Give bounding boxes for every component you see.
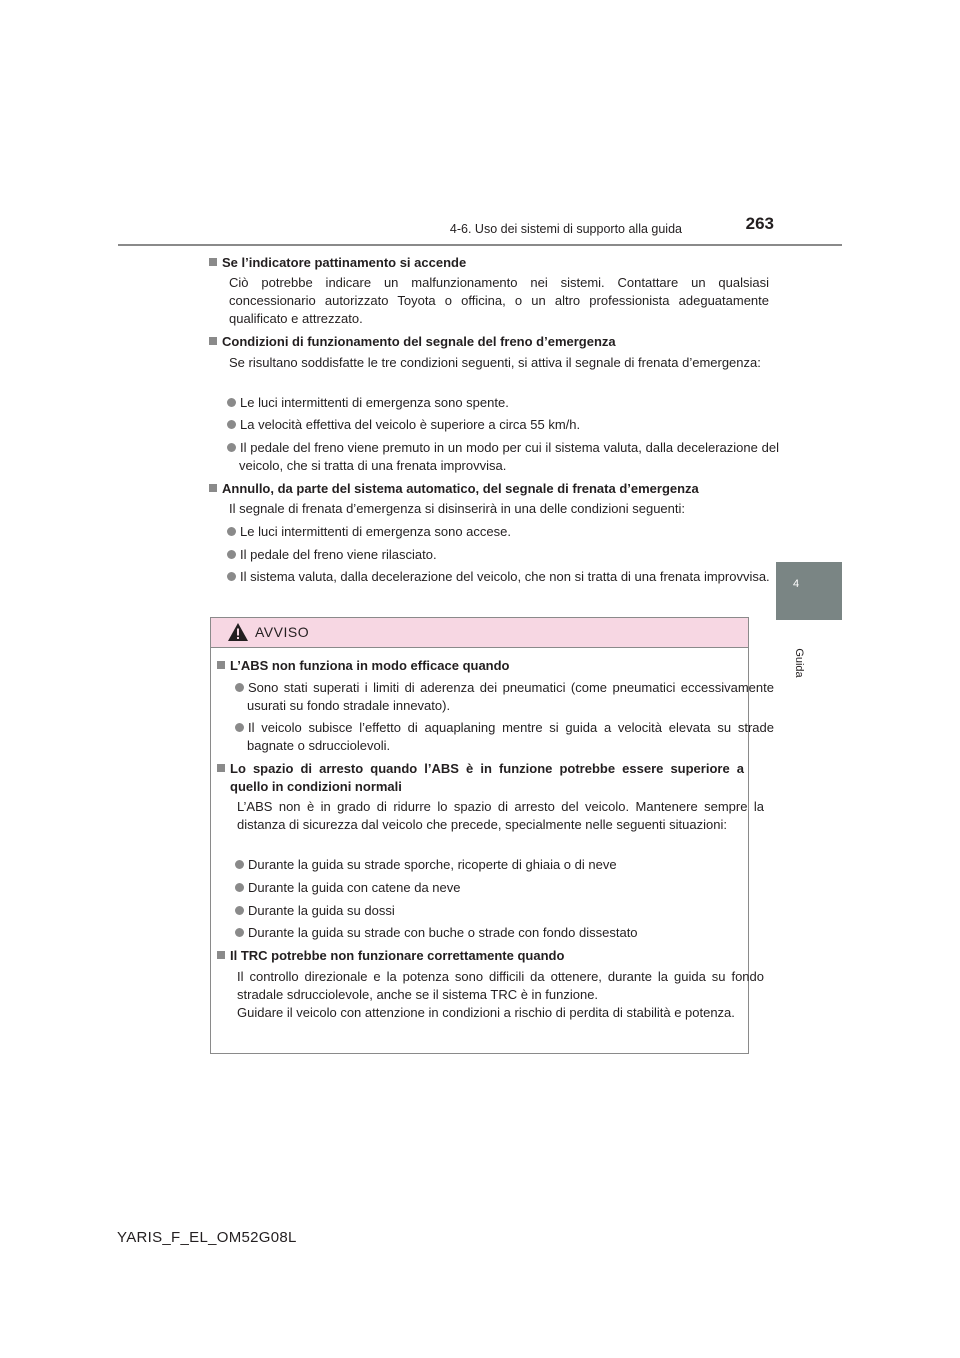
list-item [209,416,779,434]
section-heading [209,480,749,498]
round-bullet-icon [235,723,244,732]
warning-list-item-text: Sono stati superati i limiti di aderenza dei pneumatici (come pneumatici eccessivamente usurati su fondo stradale innevato). [247,680,774,713]
warning-list-item [217,924,774,942]
warning-list-item [217,902,774,920]
round-bullet-icon [235,860,244,869]
section-heading-text: Condizioni di funzionamento del segnale del freno d’emergenza [222,334,616,349]
list-item-text: La velocità effettiva del veicolo è superiore a circa 55 km/h. [240,417,581,432]
warning-paragraph: L’ABS non è in grado di ridurre lo spazio di arresto del veicolo. Mantenere sempre la distanza di sicurezza dal veicolo che precede, specialmente nelle seguenti situazioni: [237,799,764,832]
warning-heading-text: Lo spazio di arresto quando l’ABS è in funzione potrebbe essere superiore a quello in condizioni normali [230,761,744,794]
round-bullet-icon [227,420,236,429]
header-rule [118,244,842,246]
chapter-number: 4 [792,578,800,590]
list-item-text: Il sistema valuta, dalla decelerazione del veicolo, che non si tratta di una frenata improvvisa. [240,569,770,584]
section-heading-text: Annullo, da parte del sistema automatico, del segnale di frenata d’emergenza [222,481,699,496]
chapter-label: Guida [793,648,805,678]
section-heading [209,333,749,351]
section-heading-text: Se l’indicatore pattinamento si accende [222,255,467,270]
round-bullet-icon [227,527,236,536]
list-item [209,439,779,475]
square-bullet-icon [217,951,225,959]
warning-heading-text: Il TRC potrebbe non funzionare correttamente quando [230,948,565,963]
round-bullet-icon [227,550,236,559]
chapter-side-tab[interactable] [776,562,842,620]
warning-list-item-text: Durante la guida con catene da neve [248,880,461,895]
warning-paragraph: Guidare il veicolo con attenzione in condizioni a rischio di perdita di stabilità e potenza. [237,1005,735,1020]
warning-box [210,617,774,1054]
warning-header [211,618,748,648]
warning-list-item-text: Il veicolo subisce l’effetto di aquaplaning mentre si guida a velocità elevata su strade bagnate o sdrucciolevoli. [247,720,774,753]
square-bullet-icon [217,764,225,772]
warning-paragraph: Il controllo direzionale e la potenza sono difficili da ottenere, durante la guida su fondo stradale sdrucciolevole, anche se il sistema TRC è in funzione. [237,969,764,1002]
warning-list-item-text: Durante la guida su dossi [248,903,395,918]
square-bullet-icon [217,661,225,669]
list-item-text: Il pedale del freno viene rilasciato. [240,547,437,562]
list-item [209,523,779,541]
list-item [209,546,779,564]
warning-heading [217,947,744,965]
header-section-title: 4-6. Uso dei sistemi di supporto alla guida [449,222,682,236]
list-item [209,568,779,586]
warning-list-item [217,856,774,874]
round-bullet-icon [235,883,244,892]
warning-list-item-text: Durante la guida su strade con buche o strade con fondo dissestato [248,925,638,940]
document-code: YARIS_F_EL_OM52G08L [117,1229,297,1246]
round-bullet-icon [227,443,236,452]
round-bullet-icon [235,928,244,937]
warning-heading-text: L’ABS non funziona in modo efficace quando [230,658,510,673]
list-item-text: Il pedale del freno viene premuto in un modo per cui il sistema valuta, dalla decelerazione del veicolo, che si tratta di una frenata improvvisa. [239,440,779,473]
list-item-text: Le luci intermittenti di emergenza sono spente. [240,395,509,410]
warning-list-item-text: Durante la guida su strade sporche, ricoperte di ghiaia o di neve [248,857,617,872]
warning-heading [217,760,744,796]
round-bullet-icon [235,683,244,692]
warning-list-item [217,679,774,715]
section-paragraph: Il segnale di frenata d’emergenza si disinserirà in una delle condizioni seguenti: [229,501,685,516]
section-heading [209,254,749,272]
list-item-text: Le luci intermittenti di emergenza sono accese. [240,524,511,539]
square-bullet-icon [209,258,217,266]
round-bullet-icon [235,906,244,915]
square-bullet-icon [209,337,217,345]
page-number: 263 [745,214,774,233]
round-bullet-icon [227,398,236,407]
warning-list-item [217,719,774,755]
list-item [209,394,779,412]
warning-list-item [217,879,774,897]
section-paragraph: Se risultano soddisfatte le tre condizioni seguenti, si attiva il segnale di frenata d’emergenza: [229,355,761,370]
section-paragraph: Ciò potrebbe indicare un malfunzionamento nei sistemi. Contattare un qualsiasi concessionario autorizzato Toyota o officina, o un altro professionista adeguatamente qualificato e attrezzato. [229,275,769,326]
square-bullet-icon [209,484,217,492]
round-bullet-icon [227,572,236,581]
warning-triangle-icon [227,622,249,642]
warning-heading [217,657,744,675]
warning-title: AVVISO [255,624,310,640]
